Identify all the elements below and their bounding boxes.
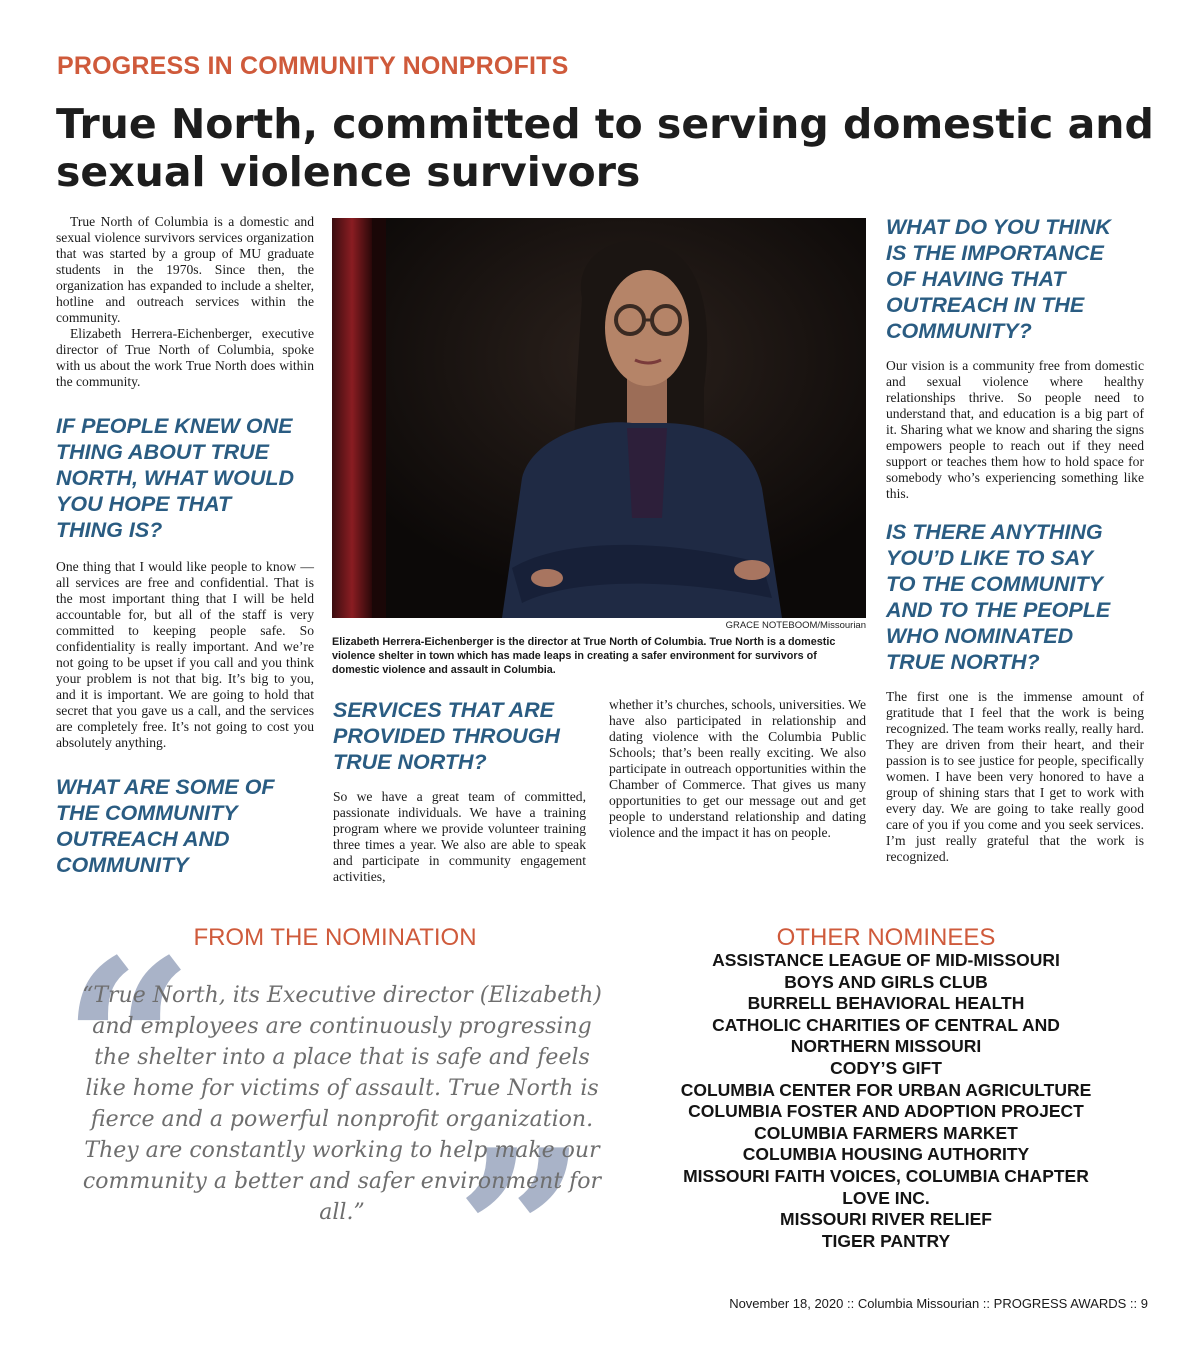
column-1	[56, 214, 314, 878]
close-quote-mark: ”	[455, 1100, 588, 1370]
page-footer: November 18, 2020 :: Columbia Missourian :: PROGRESS AWARDS :: 9	[729, 1296, 1148, 1311]
nominee-item: COLUMBIA CENTER FOR URBAN AGRICULTURE	[680, 1079, 1092, 1100]
portrait-illustration	[332, 218, 866, 618]
nominee-item: CATHOLIC CHARITIES OF CENTRAL AND NORTHERN MISSOURI	[712, 1014, 1060, 1057]
nominee-item: COLUMBIA HOUSING AUTHORITY	[742, 1144, 1030, 1165]
question-heading: SERVICES THAT ARE PROVIDED THROUGH TRUE NORTH?	[333, 698, 560, 774]
question-heading: IS THERE ANYTHING YOU’D LIKE TO SAY TO THE COMMUNITY AND TO THE PEOPLE WHO NOMINATED TRUE NORTH?	[886, 520, 1111, 674]
question-heading: IF PEOPLE KNEW ONE THING ABOUT TRUE NORTH, WHAT WOULD YOU HOPE THAT THING IS?	[56, 414, 295, 542]
open-quote-mark: “	[62, 910, 195, 1180]
answer-paragraph: So we have a great team of committed, passionate individuals. We have a training program where we provide volunteer training three times a year. We also are able to speak and participate in community engagement activities,	[333, 789, 586, 884]
nominee-item: LOVE INC.	[842, 1187, 930, 1208]
answer-paragraph: whether it’s churches, schools, universities. We have also participated in relationship and dating violence with the Columbia Public Schools; that’s been really exciting. We also participate in outreach opportunities within the Chamber of Commerce. That gives us many opportunities to get our message out and get people to understand relationship and dating violence and the impact it has on people.	[609, 697, 866, 840]
answer-paragraph: The first one is the immense amount of gratitude that I feel that the work is being recognized. The team works really, really hard. They are driven from their heart, and their passion is to see justice for people, specifically women. I have been very honored to have a group of shining stars that I get to work with every day. We are going to take really good care of you if you come and you seek services. I’m just really grateful that the work is recognized.	[886, 689, 1144, 864]
answer-paragraph: Our vision is a community free from domestic and sexual violence where healthy relationships thrive. So people need to understand that, and education is a big part of it. Sharing what we know and sharing the signs empowers people to reach out if they need support or teaches them how to hold space for somebody who’s experiencing something like this.	[886, 358, 1144, 501]
nominee-item: BURRELL BEHAVIORAL HEALTH	[747, 993, 1025, 1014]
other-nominees-title: OTHER NOMINEES	[776, 924, 996, 951]
section-kicker: PROGRESS IN COMMUNITY NONPROFITS	[57, 52, 569, 80]
nominee-item: BOYS AND GIRLS CLUB	[784, 971, 988, 992]
intro-paragraph: Elizabeth Herrera-Eichenberger, executive director of True North of Columbia, spoke with us about the work True North does within the community.	[56, 326, 314, 389]
nominee-item: TIGER PANTRY	[821, 1230, 951, 1251]
intro-paragraph: True North of Columbia is a domestic and sexual violence survivors services organization that was started by a group of MU graduate students in the 1970s. Since then, the organization has expanded to include a shelter, hotline and outreach services within the community.	[56, 214, 314, 325]
photo-caption: Elizabeth Herrera-Eichenberger is the director at True North of Columbia. True North is a domestic violence shelter in town which has made leaps in creating a safer environment for survivors of domestic violence and assault in Columbia.	[332, 636, 836, 676]
nomination-title: FROM THE NOMINATION	[193, 924, 477, 951]
column-3	[609, 697, 866, 841]
nominee-item: MISSOURI FAITH VOICES, COLUMBIA CHAPTER	[683, 1165, 1089, 1186]
question-heading: WHAT ARE SOME OF THE COMMUNITY OUTREACH AND COMMUNITY	[56, 775, 275, 877]
nominee-item: CODY’S GIFT	[830, 1057, 942, 1078]
answer-paragraph: One thing that I would like people to know — all services are free and confidential. That is the most important thing that I will be held accountable for, but all of the staff is very committed to keeping people safe. So confidentiality is really important. And we’re not going to be upset if you call and you think your problem is not that big. It’s big to you, and it is important. We are going to hold that secret that you gave us a call, and the services are completely free. It’s not going to cost you absolutely anything.	[56, 559, 314, 750]
photo-credit: GRACE NOTEBOOM/Missourian	[725, 620, 866, 631]
question-heading: WHAT DO YOU THINK IS THE IMPORTANCE OF HAVING THAT OUTREACH IN THE COMMUNITY?	[886, 215, 1111, 343]
column-2	[333, 697, 586, 885]
nominee-item: COLUMBIA FOSTER AND ADOPTION PROJECT	[688, 1101, 1084, 1122]
portrait-photo	[332, 218, 866, 618]
nomination-quote: “True North, its Executive director (Elizabeth) and employees are continuously progressing the shelter into a place that is safe and feels like home for victims of assault. True North is fierce and a powerful nonprofit organization. They are constantly working to help make our community a better and safer environment for all.”	[82, 983, 602, 1225]
nominee-item: MISSOURI RIVER RELIEF	[780, 1209, 992, 1230]
headline: True North, committed to serving domestic and sexual violence survivors	[56, 100, 1154, 196]
nominee-list	[640, 950, 1132, 1252]
column-4	[886, 214, 1144, 865]
nominee-item: COLUMBIA FARMERS MARKET	[754, 1122, 1018, 1143]
nominee-item: ASSISTANCE LEAGUE OF MID-MISSOURI	[712, 950, 1060, 970]
